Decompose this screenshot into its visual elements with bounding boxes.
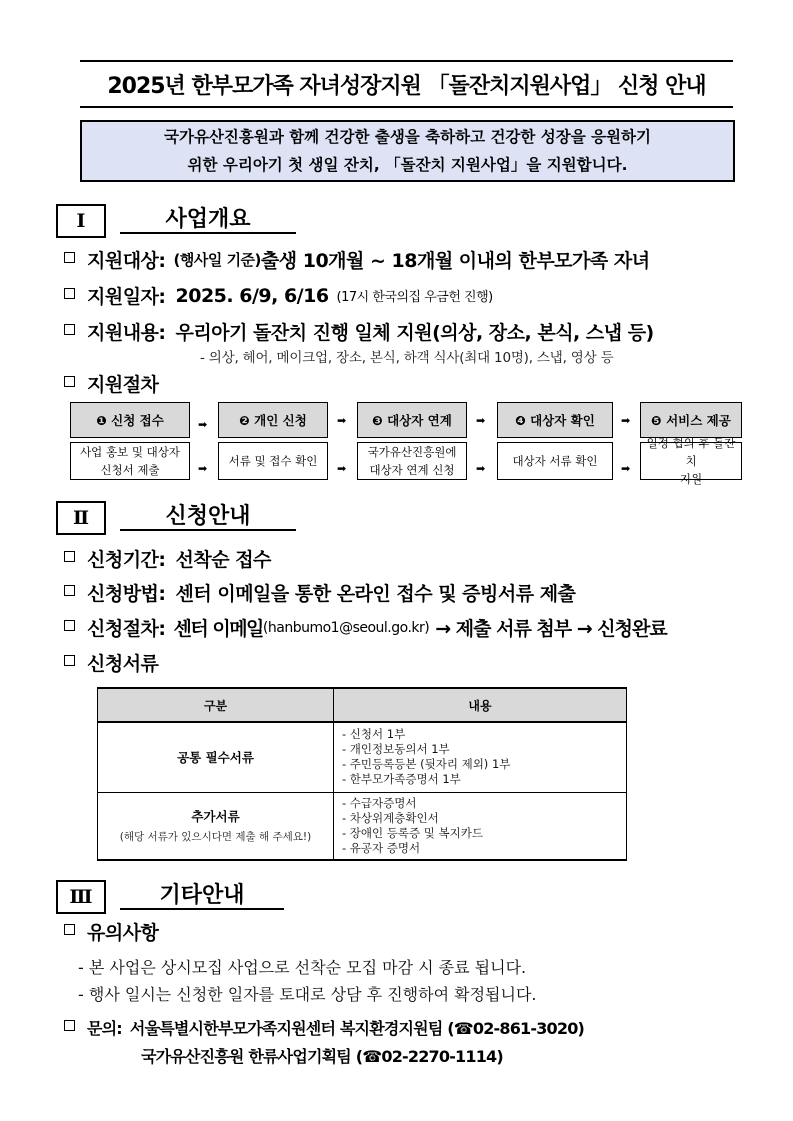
- step-4-body: [497, 442, 613, 480]
- target-label: 지원대상:: [87, 250, 166, 272]
- category-label: 공통 필수서류: [177, 750, 254, 766]
- square-bullet-icon: [64, 551, 75, 562]
- square-bullet-icon: [64, 585, 75, 596]
- step-4-head: ❹ 대상자 확인: [497, 402, 613, 438]
- square-bullet-icon: [64, 252, 75, 263]
- section-2-number: Ⅱ: [56, 501, 106, 535]
- list-item: - 수급자증명서: [342, 795, 417, 810]
- table-cell-category: [98, 792, 334, 860]
- procedure-label: 지원절차: [87, 374, 159, 396]
- square-bullet-icon: [64, 924, 75, 935]
- date-note: (17시 한국의집 우금헌 진행): [336, 290, 493, 305]
- contact-row: [64, 1016, 584, 1039]
- contact-1: 서울특별시한부모가족지원센터 복지환경지원팀 (☎02-861-3020): [129, 1019, 585, 1038]
- apply-procedure-value-b: → 제출 서류 첨부 → 신청완료: [435, 618, 667, 640]
- list-item: - 한부모가족증명서 1부: [342, 772, 461, 787]
- arrow-right-icon: ➡: [476, 414, 486, 427]
- table-row: [98, 722, 627, 792]
- notes-label: 유의사항: [87, 922, 159, 944]
- section-1-title: 사업개요: [120, 202, 296, 234]
- step-2-body-line-1: 서류 및 접수 확인: [228, 454, 318, 468]
- step-3-body-line-2: 대상자 연계 신청: [369, 463, 455, 477]
- square-bullet-icon: [64, 376, 75, 387]
- page-title: 2025년 한부모가족 자녀성장지원 「돌잔치지원사업」 신청 안내: [80, 60, 733, 108]
- period-label: 신청기간:: [87, 549, 166, 571]
- list-item: - 장애인 등록증 및 복지카드: [342, 825, 483, 840]
- intro-line-2: 위한 우리아기 첫 생일 잔치, 「돌잔치 지원사업」을 지원합니다.: [187, 156, 628, 174]
- arrow-right-icon: ➡: [621, 462, 631, 475]
- section-1-number: Ⅰ: [56, 204, 106, 238]
- date-value: 2025. 6/9, 6/16: [175, 284, 329, 307]
- arrow-right-icon: ➡: [476, 462, 486, 475]
- table-cell-category: [98, 722, 334, 792]
- step-1-body-line-2: 신청서 제출: [100, 463, 160, 477]
- note-line-1: - 본 사업은 상시모집 사업으로 선착순 모집 마감 시 종료 됩니다.: [78, 958, 527, 977]
- step-1-head: ❶ 신청 접수: [70, 402, 190, 438]
- procedure-apply-row: [64, 614, 667, 641]
- arrow-right-icon: ➡: [198, 462, 208, 475]
- list-item: - 신청서 1부: [342, 727, 406, 742]
- step-5-body-line-1: 일정 협의 후 돌잔치: [646, 436, 736, 468]
- section-3-number: Ⅲ: [56, 880, 106, 914]
- docs-row: [64, 649, 158, 676]
- section-2-title: 신청안내: [120, 499, 296, 531]
- target-note: (행사일 기준): [173, 251, 261, 269]
- square-bullet-icon: [64, 288, 75, 299]
- step-4-body-line-1: 대상자 서류 확인: [512, 454, 598, 468]
- procedure-row: [64, 370, 158, 397]
- category-label: 추가서류: [191, 809, 240, 825]
- square-bullet-icon: [64, 324, 75, 335]
- table-cell-items: [334, 722, 627, 792]
- table-header-category: 구분: [98, 688, 334, 722]
- step-3-body: [357, 442, 467, 480]
- period-row: [64, 545, 271, 572]
- content-row: [64, 318, 654, 345]
- list-item: - 주민등록등본 (뒷자리 제외) 1부: [342, 757, 511, 772]
- arrow-right-icon: ➡: [621, 414, 631, 427]
- table-row: [98, 792, 627, 860]
- table-cell-items: [334, 792, 627, 860]
- step-3-head: ❸ 대상자 연계: [357, 402, 467, 438]
- docs-label: 신청서류: [87, 653, 159, 675]
- target-value: 출생 10개월 ~ 18개월 이내의 한부모가족 자녀: [260, 250, 650, 272]
- period-value: 선착순 접수: [175, 549, 271, 571]
- list-item: - 유공자 증명서: [342, 840, 421, 855]
- intro-box: [80, 120, 735, 182]
- target-row: [64, 246, 650, 273]
- square-bullet-icon: [64, 620, 75, 631]
- date-label: 지원일자:: [87, 286, 166, 308]
- step-5-body-line-2: 지원: [679, 472, 703, 486]
- list-item: - 차상위계층확인서: [342, 810, 439, 825]
- contact-2: 국가유산진흥원 한류사업기획팀 (☎02-2270-1114): [141, 1047, 503, 1066]
- section-3-title: 기타안내: [120, 878, 284, 910]
- documents-table: [97, 687, 627, 861]
- note-line-2: - 행사 일시는 신청한 일자를 토대로 상담 후 진행하여 확정됩니다.: [78, 985, 537, 1004]
- step-1-body: [70, 442, 190, 480]
- contact-label: 문의:: [87, 1019, 122, 1038]
- notes-row: [64, 918, 158, 945]
- apply-procedure-value-a: 센터 이메일: [173, 618, 263, 640]
- square-bullet-icon: [64, 655, 75, 666]
- center-email: (hanbumo1@seoul.go.kr): [262, 619, 430, 636]
- method-value: 센터 이메일을 통한 온라인 접수 및 증빙서류 제출: [175, 583, 576, 605]
- step-2-head: ❷ 개인 신청: [218, 402, 328, 438]
- date-row: [64, 282, 493, 309]
- apply-procedure-label: 신청절차:: [87, 618, 166, 640]
- table-header-content: 내용: [334, 688, 627, 722]
- arrow-right-icon: ➡: [337, 462, 347, 475]
- step-1-body-line-1: 사업 홍보 및 대상자: [80, 445, 180, 459]
- method-label: 신청방법:: [87, 583, 166, 605]
- list-item: - 개인정보동의서 1부: [342, 742, 450, 757]
- table-header-row: [98, 688, 627, 722]
- square-bullet-icon: [64, 1020, 75, 1031]
- content-sub: - 의상, 헤어, 메이크업, 장소, 본식, 하객 식사(최대 10명), 스냅, 영상 등: [200, 350, 614, 366]
- arrow-right-icon: ➡: [198, 418, 208, 431]
- category-note: (해당 서류가 있으시다면 제출 해 주세요!): [119, 831, 312, 844]
- step-5-head: ❺ 서비스 제공: [640, 402, 742, 438]
- arrow-right-icon: ➡: [337, 414, 347, 427]
- intro-line-1: 국가유산진흥원과 함께 건강한 출생을 축하하고 건강한 성장을 응원하기: [164, 128, 651, 146]
- method-row: [64, 579, 575, 606]
- content-label: 지원내용:: [87, 322, 166, 344]
- step-2-body: [218, 442, 328, 480]
- step-3-body-line-1: 국가유산진흥원에: [367, 445, 457, 459]
- step-5-body: [640, 436, 742, 486]
- content-value: 우리아기 돌잔치 진행 일체 지원(의상, 장소, 본식, 스냅 등): [175, 322, 654, 344]
